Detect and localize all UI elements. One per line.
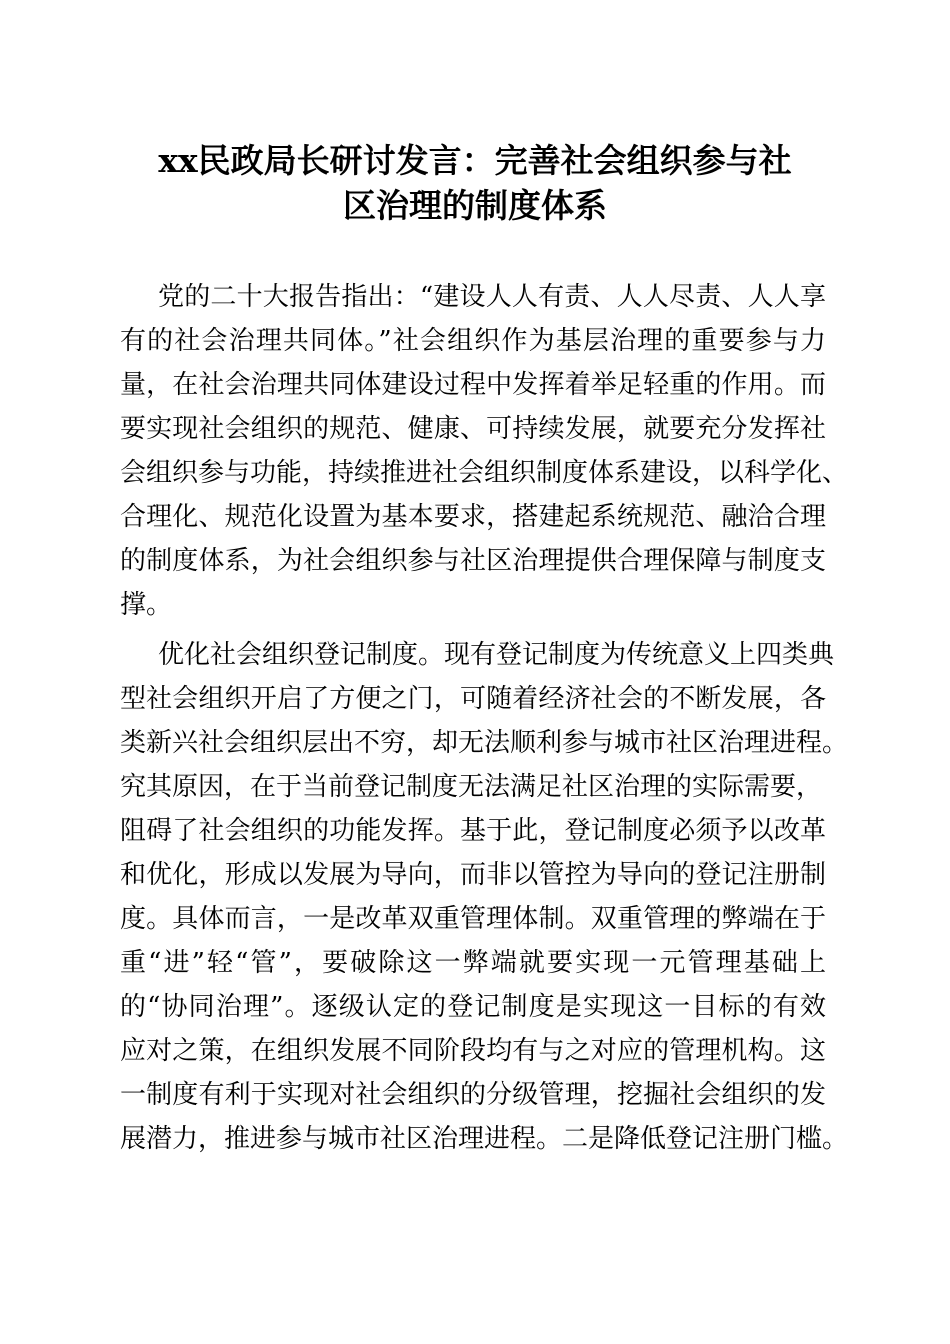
text-line: 和优化，形成以发展为导向，而非以管控为导向的登记注册制 [120, 860, 826, 890]
document-title-line-1: xx民政局长研讨发言：完善社会组织参与社 [158, 141, 792, 180]
text-line: 撑。 [120, 590, 173, 620]
text-line: 合理化、规范化设置为基本要求，搭建起系统规范、融洽合理 [120, 502, 826, 532]
text-line: 优化社会组织登记制度。现有登记制度为传统意义上四类典 [158, 640, 835, 670]
text-line: 有的社会治理共同体。”社会组织作为基层治理的重要参与力 [120, 326, 826, 356]
text-line: 阻碍了社会组织的功能发挥。基于此，登记制度必须予以改革 [120, 816, 826, 846]
text-line: 党的二十大报告指出：“建设人人有责、人人尽责、人人享 [158, 282, 826, 312]
text-line: 的“协同治理”。逐级认定的登记制度是实现这一目标的有效 [120, 992, 826, 1022]
paragraph-2 [120, 633, 849, 1161]
paragraph-1 [120, 275, 849, 627]
text-line: 重“进”轻“管”，要破除这一弊端就要实现一元管理基础上 [120, 948, 826, 978]
text-line: 会组织参与功能，持续推进社会组织制度体系建设，以科学化、 [120, 458, 849, 488]
text-line: 应对之策，在组织发展不同阶段均有与之对应的管理机构。这 [120, 1036, 826, 1066]
document-body [120, 275, 849, 1161]
text-line: 量，在社会治理共同体建设过程中发挥着举足轻重的作用。而 [120, 370, 826, 400]
text-line: 型社会组织开启了方便之门，可随着经济社会的不断发展，各 [120, 684, 826, 714]
text-line: 的制度体系，为社会组织参与社区治理提供合理保障与制度支 [120, 546, 826, 576]
text-line: 度。具体而言，一是改革双重管理体制。双重管理的弊端在于 [120, 904, 826, 934]
text-line: 要实现社会组织的规范、健康、可持续发展，就要充分发挥社 [120, 414, 826, 444]
text-line: 类新兴社会组织层出不穷，却无法顺利参与城市社区治理进程。 [120, 728, 849, 758]
document-title-line-2: 区治理的制度体系 [343, 186, 607, 225]
text-line: 一制度有利于实现对社会组织的分级管理，挖掘社会组织的发 [120, 1080, 826, 1110]
text-line: 展潜力，推进参与城市社区治理进程。二是降低登记注册门槛。 [120, 1124, 849, 1154]
text-line: 究其原因，在于当前登记制度无法满足社区治理的实际需要， [120, 772, 823, 802]
